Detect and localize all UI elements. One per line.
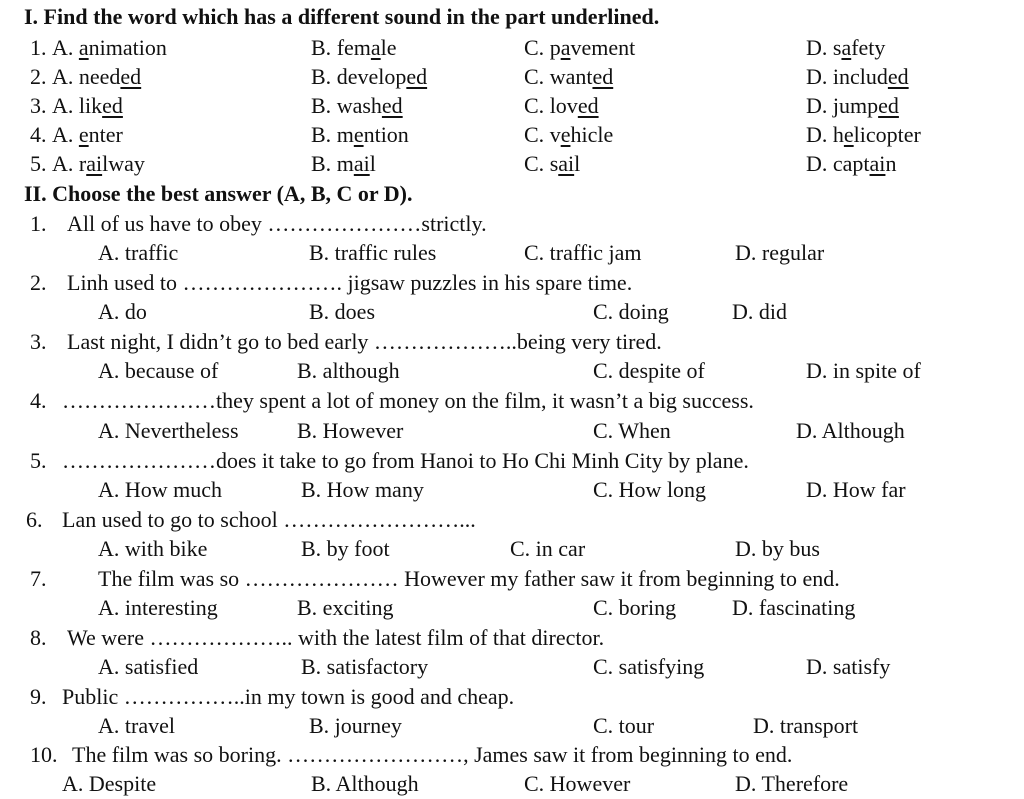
s1-option-a: A. enter — [52, 122, 123, 147]
s1-option-b: B. mention — [311, 122, 409, 147]
question-number: 6. — [26, 507, 43, 532]
question-7-options — [0, 593, 1024, 623]
option-c: C. satisfying — [593, 654, 705, 679]
question-10-options — [0, 769, 1024, 799]
s1-option-d: D. included — [806, 64, 909, 89]
question-number: 10. — [30, 742, 58, 767]
question-number: 9. — [30, 684, 47, 709]
option-b: B. However — [297, 418, 404, 443]
section-1-heading: I. Find the word which has a different sound in the part underlined. — [24, 4, 660, 29]
question-2-options — [0, 297, 1024, 327]
option-c: C. despite of — [593, 358, 705, 383]
option-a: A. Nevertheless — [98, 418, 239, 443]
option-d: D. fascinating — [732, 595, 856, 620]
option-b: B. by foot — [301, 536, 390, 561]
question-number: 1. — [30, 211, 47, 236]
option-a: A. do — [98, 299, 147, 324]
option-d: D. regular — [735, 240, 825, 265]
s1-option-b: B. washed — [311, 93, 403, 118]
option-b: B. How many — [301, 477, 424, 502]
option-c: C. boring — [593, 595, 677, 620]
question-text: The film was so ………………… However my father saw it from beginning to end. — [98, 566, 840, 591]
s1-option-b: B. female — [311, 35, 397, 60]
section-2-heading: II. Choose the best answer (A, B, C or D). — [24, 181, 413, 206]
question-3-options — [0, 356, 1024, 386]
question-9 — [0, 682, 1024, 712]
s1-option-c: C. sail — [524, 151, 581, 176]
option-d: D. did — [732, 299, 787, 324]
option-d: D. Although — [796, 418, 905, 443]
option-d: D. by bus — [735, 536, 820, 561]
option-b: B. exciting — [297, 595, 394, 620]
s1-item-2 — [0, 62, 1024, 92]
s1-option-d: D. helicopter — [806, 122, 921, 147]
question-8 — [0, 623, 1024, 653]
option-d: D. in spite of — [806, 358, 921, 383]
option-c: C. How long — [593, 477, 707, 502]
question-number: 7. — [30, 566, 47, 591]
question-number: 8. — [30, 625, 47, 650]
question-text: Last night, I didn’t go to bed early ………………..being very tired. — [67, 329, 662, 354]
option-b: B. Although — [311, 771, 419, 796]
s1-option-c: C. wanted — [524, 64, 614, 89]
option-c: C. traffic jam — [524, 240, 642, 265]
s1-item-1 — [0, 33, 1024, 63]
option-c: C. doing — [593, 299, 669, 324]
option-b: B. satisfactory — [301, 654, 429, 679]
s1-item-number: 4. — [30, 122, 47, 147]
question-3 — [0, 327, 1024, 357]
option-b: B. although — [297, 358, 400, 383]
question-text: Linh used to …………………. jigsaw puzzles in his spare time. — [67, 270, 633, 295]
question-6-options — [0, 534, 1024, 564]
question-9-options — [0, 711, 1024, 741]
option-a: A. interesting — [98, 595, 218, 620]
question-1 — [0, 209, 1024, 239]
question-4-options — [0, 416, 1024, 446]
question-5 — [0, 446, 1024, 476]
s1-item-number: 5. — [30, 151, 47, 176]
option-d: D. How far — [806, 477, 906, 502]
question-number: 4. — [30, 388, 47, 413]
s1-option-a: A. liked — [52, 93, 123, 118]
question-text: Lan used to go to school ……………………... — [62, 507, 476, 532]
s1-item-5 — [0, 149, 1024, 179]
s1-option-c: C. pavement — [524, 35, 636, 60]
s1-option-a: A. animation — [52, 35, 167, 60]
question-number: 3. — [30, 329, 47, 354]
question-1-options — [0, 238, 1024, 268]
question-text: …………………does it take to go from Hanoi to Ho Chi Minh City by plane. — [62, 448, 749, 473]
s1-item-number: 2. — [30, 64, 47, 89]
question-text: The film was so boring. ……………………, James saw it from beginning to end. — [72, 742, 793, 767]
question-5-options — [0, 475, 1024, 505]
question-number: 5. — [30, 448, 47, 473]
s1-item-number: 3. — [30, 93, 47, 118]
option-a: A. Despite — [62, 771, 157, 796]
option-a: A. traffic — [98, 240, 179, 265]
option-b: B. traffic rules — [309, 240, 437, 265]
question-text: Public ……………..in my town is good and cheap. — [62, 684, 515, 709]
question-4 — [0, 386, 1024, 416]
s1-item-number: 1. — [30, 35, 47, 60]
question-2 — [0, 268, 1024, 298]
s1-option-b: B. developed — [311, 64, 428, 89]
option-a: A. because of — [98, 358, 219, 383]
option-c: C. tour — [593, 713, 655, 738]
s1-option-d: D. captain — [806, 151, 897, 176]
s1-item-3 — [0, 91, 1024, 121]
option-b: B. journey — [309, 713, 402, 738]
option-a: A. with bike — [98, 536, 208, 561]
option-c: C. However — [524, 771, 631, 796]
question-text: We were ……………….. with the latest film of that director. — [67, 625, 605, 650]
question-text: All of us have to obey …………………strictly. — [67, 211, 487, 236]
s1-item-4 — [0, 120, 1024, 150]
option-b: B. does — [309, 299, 375, 324]
s1-option-a: A. needed — [52, 64, 142, 89]
s1-option-d: D. safety — [806, 35, 886, 60]
question-8-options — [0, 652, 1024, 682]
option-d: D. transport — [753, 713, 859, 738]
option-d: D. Therefore — [735, 771, 849, 796]
option-c: C. in car — [510, 536, 586, 561]
s1-option-d: D. jumped — [806, 93, 899, 118]
s1-option-a: A. railway — [52, 151, 145, 176]
question-7 — [0, 564, 1024, 594]
s1-option-c: C. vehicle — [524, 122, 614, 147]
question-text: …………………they spent a lot of money on the film, it wasn’t a big success. — [62, 388, 754, 413]
option-d: D. satisfy — [806, 654, 891, 679]
option-a: A. travel — [98, 713, 175, 738]
s1-option-b: B. mail — [311, 151, 376, 176]
s1-option-c: C. loved — [524, 93, 599, 118]
option-a: A. How much — [98, 477, 223, 502]
option-a: A. satisfied — [98, 654, 199, 679]
question-10 — [0, 740, 1024, 770]
question-6 — [0, 505, 1024, 535]
question-number: 2. — [30, 270, 47, 295]
option-c: C. When — [593, 418, 671, 443]
